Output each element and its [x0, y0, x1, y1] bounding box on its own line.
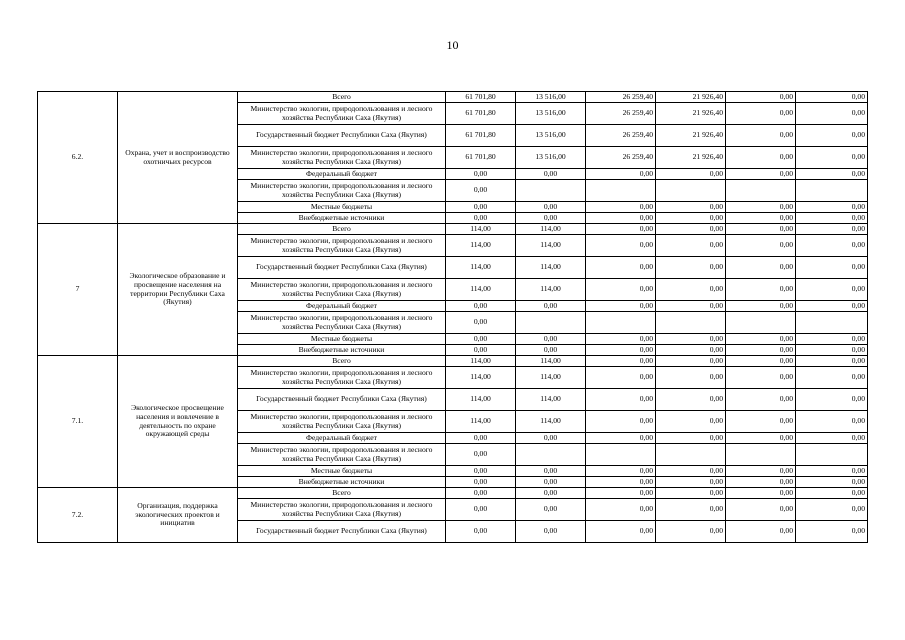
amount-cell: 114,00: [446, 279, 516, 301]
amount-cell: 0,00: [656, 389, 726, 411]
amount-cell: 0,00: [446, 499, 516, 521]
amount-cell: 0,00: [586, 235, 656, 257]
funding-source: Министерство экологии, природопользования и лесного хозяйства Республики Саха (Якутия): [238, 312, 446, 334]
amount-cell: 0,00: [726, 224, 796, 235]
amount-cell: 0,00: [656, 169, 726, 180]
funding-source: Местные бюджеты: [238, 334, 446, 345]
amount-cell: 0,00: [796, 488, 868, 499]
amount-cell: 0,00: [586, 301, 656, 312]
amount-cell: 0,00: [586, 411, 656, 433]
amount-cell: [796, 180, 868, 202]
amount-cell: 0,00: [446, 213, 516, 224]
amount-cell: 0,00: [796, 411, 868, 433]
amount-cell: 114,00: [516, 356, 586, 367]
amount-cell: [656, 312, 726, 334]
amount-cell: 0,00: [656, 202, 726, 213]
amount-cell: 0,00: [796, 147, 868, 169]
amount-cell: 61 701,80: [446, 103, 516, 125]
amount-cell: 0,00: [586, 499, 656, 521]
amount-cell: 0,00: [726, 235, 796, 257]
amount-cell: 13 516,00: [516, 147, 586, 169]
amount-cell: 61 701,80: [446, 147, 516, 169]
amount-cell: 0,00: [446, 169, 516, 180]
amount-cell: 0,00: [656, 301, 726, 312]
amount-cell: 0,00: [796, 477, 868, 488]
amount-cell: 0,00: [796, 224, 868, 235]
amount-cell: 0,00: [726, 367, 796, 389]
amount-cell: 0,00: [726, 411, 796, 433]
amount-cell: 0,00: [516, 521, 586, 543]
amount-cell: 0,00: [796, 433, 868, 444]
amount-cell: 0,00: [586, 213, 656, 224]
amount-cell: 21 926,40: [656, 125, 726, 147]
amount-cell: 0,00: [656, 521, 726, 543]
funding-source: Министерство экологии, природопользования и лесного хозяйства Республики Саха (Якутия): [238, 235, 446, 257]
amount-cell: 0,00: [656, 499, 726, 521]
amount-cell: 0,00: [516, 202, 586, 213]
amount-cell: [516, 312, 586, 334]
amount-cell: 0,00: [516, 169, 586, 180]
amount-cell: 0,00: [796, 389, 868, 411]
amount-cell: 0,00: [726, 257, 796, 279]
amount-cell: 114,00: [516, 257, 586, 279]
amount-cell: 0,00: [726, 477, 796, 488]
amount-cell: 0,00: [656, 433, 726, 444]
amount-cell: 0,00: [446, 521, 516, 543]
amount-cell: 0,00: [656, 477, 726, 488]
amount-cell: 13 516,00: [516, 103, 586, 125]
amount-cell: 0,00: [446, 202, 516, 213]
amount-cell: 0,00: [516, 466, 586, 477]
amount-cell: 0,00: [586, 433, 656, 444]
amount-cell: 0,00: [726, 301, 796, 312]
section-number: 7.1.: [38, 356, 118, 488]
amount-cell: [516, 180, 586, 202]
funding-source: Всего: [238, 224, 446, 235]
amount-cell: 0,00: [586, 169, 656, 180]
funding-source: Внебюджетные источники: [238, 477, 446, 488]
funding-source: Местные бюджеты: [238, 202, 446, 213]
funding-source: Федеральный бюджет: [238, 433, 446, 444]
amount-cell: 0,00: [726, 103, 796, 125]
amount-cell: 21 926,40: [656, 147, 726, 169]
amount-cell: 114,00: [446, 411, 516, 433]
section-number: 6.2.: [38, 92, 118, 224]
amount-cell: 114,00: [516, 224, 586, 235]
amount-cell: 21 926,40: [656, 92, 726, 103]
amount-cell: 0,00: [446, 345, 516, 356]
amount-cell: 0,00: [796, 202, 868, 213]
amount-cell: 0,00: [796, 257, 868, 279]
section-number: 7: [38, 224, 118, 356]
amount-cell: 0,00: [726, 488, 796, 499]
amount-cell: 0,00: [656, 488, 726, 499]
amount-cell: 21 926,40: [656, 103, 726, 125]
amount-cell: 0,00: [796, 499, 868, 521]
funding-source: Государственный бюджет Республики Саха (Якутия): [238, 257, 446, 279]
amount-cell: 0,00: [586, 356, 656, 367]
amount-cell: 0,00: [796, 466, 868, 477]
table-row: [38, 356, 868, 367]
amount-cell: 0,00: [726, 433, 796, 444]
section-name: Экологическое просвещение населения и вовлечение в деятельность по охране окружающей среды: [118, 356, 238, 488]
amount-cell: 0,00: [796, 213, 868, 224]
amount-cell: 114,00: [516, 411, 586, 433]
amount-cell: 114,00: [516, 235, 586, 257]
amount-cell: 0,00: [586, 367, 656, 389]
section-name: Охрана, учет и воспроизводство охотничьих ресурсов: [118, 92, 238, 224]
amount-cell: 0,00: [586, 334, 656, 345]
amount-cell: 0,00: [586, 466, 656, 477]
amount-cell: 114,00: [446, 356, 516, 367]
amount-cell: 13 516,00: [516, 92, 586, 103]
amount-cell: 0,00: [586, 279, 656, 301]
amount-cell: 61 701,80: [446, 125, 516, 147]
amount-cell: 0,00: [796, 301, 868, 312]
amount-cell: 0,00: [796, 169, 868, 180]
amount-cell: 0,00: [656, 224, 726, 235]
amount-cell: [726, 444, 796, 466]
amount-cell: 0,00: [796, 235, 868, 257]
amount-cell: 0,00: [446, 466, 516, 477]
table-row: [38, 488, 868, 499]
amount-cell: 0,00: [726, 356, 796, 367]
amount-cell: [796, 312, 868, 334]
funding-source: Местные бюджеты: [238, 466, 446, 477]
amount-cell: 114,00: [446, 389, 516, 411]
amount-cell: 0,00: [586, 202, 656, 213]
amount-cell: 0,00: [796, 125, 868, 147]
amount-cell: [656, 180, 726, 202]
amount-cell: 0,00: [796, 92, 868, 103]
amount-cell: 0,00: [586, 477, 656, 488]
amount-cell: 0,00: [656, 257, 726, 279]
section-name: Экологическое образование и просвещение населения на территории Республики Саха (Якутия): [118, 224, 238, 356]
amount-cell: 0,00: [726, 521, 796, 543]
amount-cell: 0,00: [656, 356, 726, 367]
amount-cell: 26 259,40: [586, 147, 656, 169]
amount-cell: [726, 180, 796, 202]
amount-cell: 114,00: [446, 235, 516, 257]
amount-cell: 0,00: [656, 345, 726, 356]
funding-source: Федеральный бюджет: [238, 169, 446, 180]
amount-cell: 114,00: [516, 279, 586, 301]
amount-cell: 114,00: [446, 367, 516, 389]
funding-source: Министерство экологии, природопользования и лесного хозяйства Республики Саха (Якутия): [238, 147, 446, 169]
amount-cell: [516, 444, 586, 466]
amount-cell: [796, 444, 868, 466]
amount-cell: 61 701,80: [446, 92, 516, 103]
amount-cell: 0,00: [726, 202, 796, 213]
amount-cell: 0,00: [586, 488, 656, 499]
section-number: 7.2.: [38, 488, 118, 543]
amount-cell: 114,00: [516, 389, 586, 411]
section-name: Организация, поддержка экологических проектов и инициатив: [118, 488, 238, 543]
amount-cell: 0,00: [516, 345, 586, 356]
funding-source: Министерство экологии, природопользования и лесного хозяйства Республики Саха (Якутия): [238, 411, 446, 433]
amount-cell: 0,00: [446, 301, 516, 312]
amount-cell: 26 259,40: [586, 92, 656, 103]
page-number: 10: [446, 38, 459, 52]
amount-cell: 0,00: [726, 213, 796, 224]
funding-source: Всего: [238, 356, 446, 367]
amount-cell: 0,00: [516, 213, 586, 224]
amount-cell: 114,00: [446, 257, 516, 279]
amount-cell: 0,00: [796, 367, 868, 389]
amount-cell: 0,00: [726, 389, 796, 411]
amount-cell: 0,00: [516, 477, 586, 488]
amount-cell: 0,00: [656, 235, 726, 257]
amount-cell: [586, 312, 656, 334]
amount-cell: 13 516,00: [516, 125, 586, 147]
amount-cell: [586, 444, 656, 466]
funding-source: Министерство экологии, природопользования и лесного хозяйства Республики Саха (Якутия): [238, 103, 446, 125]
amount-cell: 0,00: [656, 411, 726, 433]
amount-cell: 0,00: [516, 433, 586, 444]
funding-source: Государственный бюджет Республики Саха (Якутия): [238, 125, 446, 147]
amount-cell: 0,00: [796, 103, 868, 125]
amount-cell: 0,00: [796, 345, 868, 356]
table-row: [38, 92, 868, 103]
budget-table: [37, 91, 868, 543]
funding-source: Государственный бюджет Республики Саха (Якутия): [238, 389, 446, 411]
amount-cell: 0,00: [726, 147, 796, 169]
amount-cell: 0,00: [656, 279, 726, 301]
funding-source: Министерство экологии, природопользования и лесного хозяйства Республики Саха (Якутия): [238, 180, 446, 202]
amount-cell: 0,00: [516, 301, 586, 312]
funding-source: Внебюджетные источники: [238, 213, 446, 224]
amount-cell: 114,00: [516, 367, 586, 389]
funding-source: Внебюджетные источники: [238, 345, 446, 356]
amount-cell: 0,00: [656, 466, 726, 477]
amount-cell: 0,00: [726, 334, 796, 345]
table-row: [38, 224, 868, 235]
amount-cell: [656, 444, 726, 466]
amount-cell: 0,00: [656, 367, 726, 389]
amount-cell: 0,00: [656, 334, 726, 345]
amount-cell: 0,00: [446, 334, 516, 345]
amount-cell: 0,00: [726, 92, 796, 103]
funding-source: Министерство экологии, природопользования и лесного хозяйства Республики Саха (Якутия): [238, 367, 446, 389]
funding-source: Министерство экологии, природопользования и лесного хозяйства Республики Саха (Якутия): [238, 279, 446, 301]
amount-cell: 0,00: [726, 125, 796, 147]
funding-source: Всего: [238, 488, 446, 499]
amount-cell: 0,00: [586, 389, 656, 411]
funding-source: Министерство экологии, природопользования и лесного хозяйства Республики Саха (Якутия): [238, 444, 446, 466]
amount-cell: 0,00: [586, 257, 656, 279]
amount-cell: 0,00: [446, 312, 516, 334]
amount-cell: 0,00: [446, 433, 516, 444]
amount-cell: 0,00: [796, 356, 868, 367]
amount-cell: 0,00: [516, 334, 586, 345]
funding-source: Государственный бюджет Республики Саха (Якутия): [238, 521, 446, 543]
amount-cell: 26 259,40: [586, 103, 656, 125]
funding-source: Всего: [238, 92, 446, 103]
amount-cell: [726, 312, 796, 334]
amount-cell: 0,00: [726, 279, 796, 301]
funding-source: Министерство экологии, природопользования и лесного хозяйства Республики Саха (Якутия): [238, 499, 446, 521]
amount-cell: 0,00: [446, 180, 516, 202]
amount-cell: [586, 180, 656, 202]
amount-cell: 0,00: [726, 499, 796, 521]
amount-cell: 0,00: [446, 444, 516, 466]
amount-cell: 0,00: [516, 488, 586, 499]
amount-cell: 26 259,40: [586, 125, 656, 147]
amount-cell: 0,00: [586, 224, 656, 235]
amount-cell: 0,00: [516, 499, 586, 521]
amount-cell: 0,00: [446, 488, 516, 499]
amount-cell: 0,00: [796, 521, 868, 543]
amount-cell: 0,00: [586, 345, 656, 356]
amount-cell: 0,00: [726, 169, 796, 180]
amount-cell: 0,00: [586, 521, 656, 543]
amount-cell: 0,00: [446, 477, 516, 488]
amount-cell: 0,00: [726, 466, 796, 477]
table-body: [38, 92, 868, 543]
amount-cell: 114,00: [446, 224, 516, 235]
amount-cell: 0,00: [656, 213, 726, 224]
amount-cell: 0,00: [796, 334, 868, 345]
amount-cell: 0,00: [796, 279, 868, 301]
funding-source: Федеральный бюджет: [238, 301, 446, 312]
amount-cell: 0,00: [726, 345, 796, 356]
